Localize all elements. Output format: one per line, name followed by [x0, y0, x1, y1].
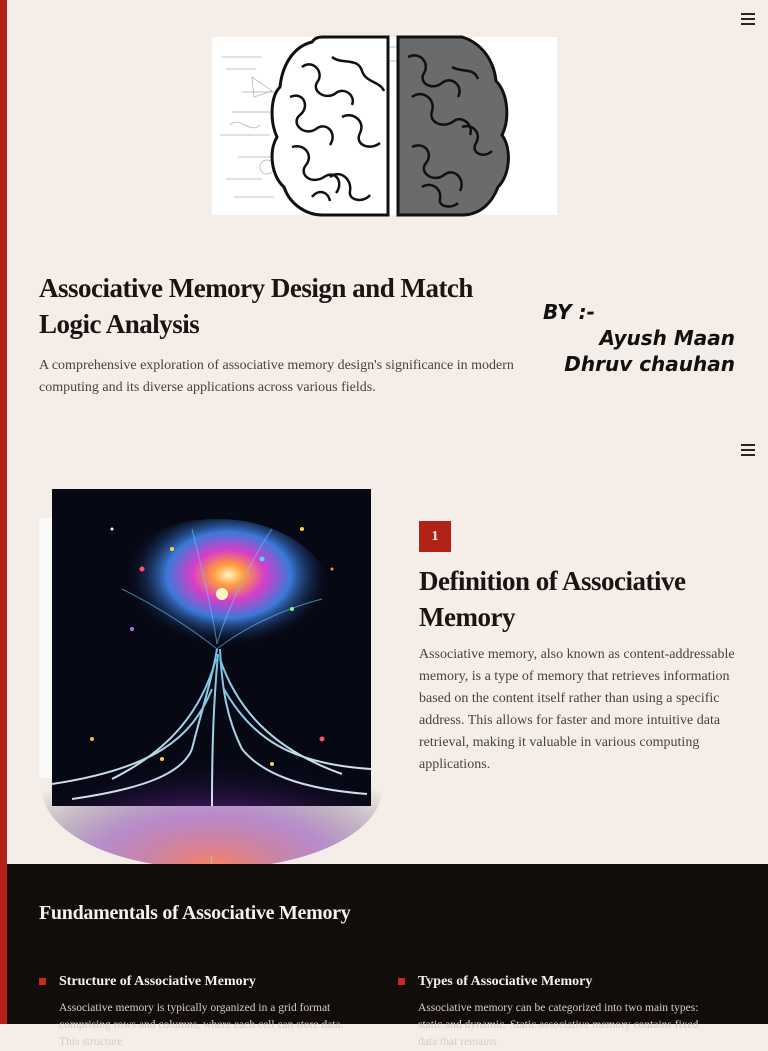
brain-illustration-image — [212, 37, 557, 215]
bullet-icon — [398, 978, 405, 985]
fundamentals-column — [39, 972, 359, 1048]
column-body: Associative memory can be categorized into two main types: static and dynamic. Static associative memory contains fixed data that remains — [418, 1002, 699, 1048]
fundamentals-heading: Fundamentals of Associative Memory — [39, 902, 351, 924]
column-title: Types of Associative Memory — [418, 974, 593, 989]
presentation-subtitle: A comprehensive exploration of associative memory design's significance in modern computing and its diverse applications across various fields. — [39, 358, 514, 395]
image-backdrop — [39, 518, 53, 778]
fundamentals-column — [398, 972, 718, 1048]
left-accent-rail — [0, 0, 7, 1024]
column-title: Structure of Associative Memory — [59, 974, 256, 989]
author-name: Dhruv chauhan — [564, 352, 735, 376]
neural-tree-image — [52, 489, 371, 806]
fundamentals-section — [7, 864, 768, 1048]
column-body: Associative memory is typically organized in a grid format comprising rows and columns, where each cell can store data. This structure — [59, 1002, 344, 1048]
hamburger-menu-icon[interactable] — [741, 13, 755, 25]
section-number-badge: 1 — [419, 521, 451, 552]
definition-body: Associative memory, also known as content-addressable memory, is a type of memory that retrieves information based on the content itself rather than using a specific address. This allows for faster and more intuitive data retrieval, making it valuable in various computing applications. — [419, 647, 735, 772]
divider — [211, 856, 212, 864]
author-name: Ayush Maan — [599, 326, 735, 350]
presentation-title: Associative Memory Design and Match Logic Analysis — [39, 273, 473, 339]
bullet-icon — [39, 978, 46, 985]
by-label: BY :- — [543, 300, 595, 324]
definition-heading: Definition of Associative Memory — [419, 566, 686, 632]
hamburger-menu-icon[interactable] — [741, 444, 755, 456]
